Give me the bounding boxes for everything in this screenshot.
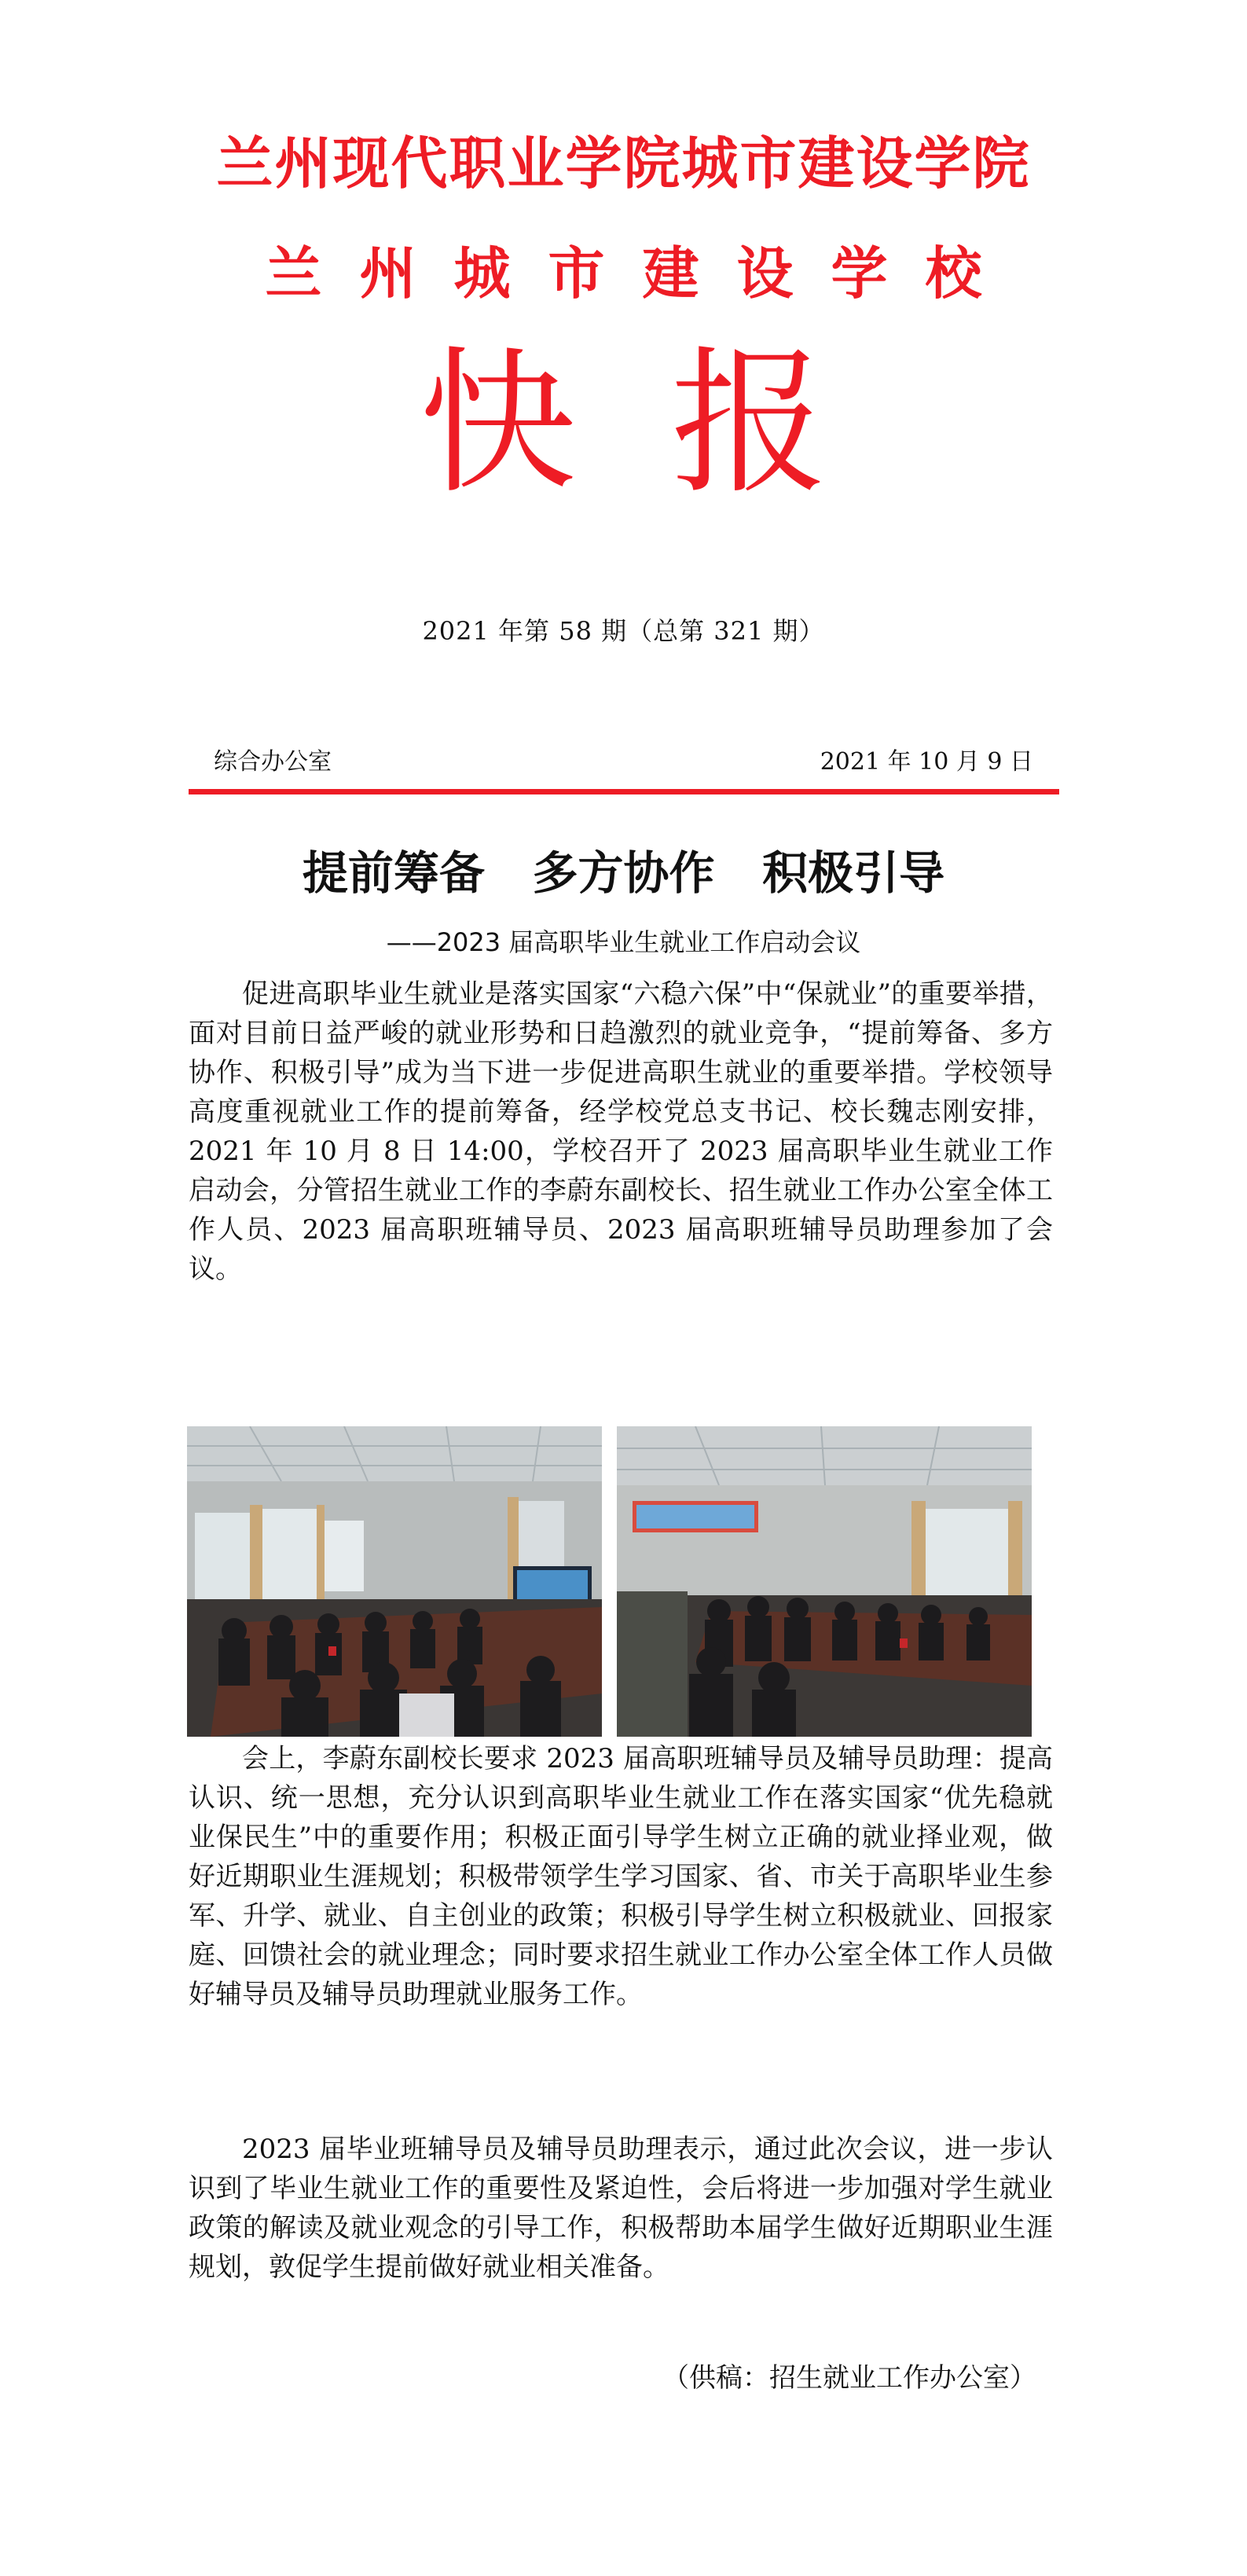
- article-subtitle: ——2023 届高职毕业生就业工作启动会议: [386, 927, 861, 957]
- contributor-credit: （供稿：招生就业工作办公室）: [662, 2362, 1036, 2394]
- meeting-photo-right: [617, 1426, 1032, 1737]
- issue-number: 2021 年第 58 期（总第 321 期）: [422, 616, 825, 646]
- meeting-photo-left: [187, 1426, 602, 1737]
- red-divider: [189, 789, 1059, 794]
- article-paragraph-2: 会上，李蔚东副校长要求 2023 届高职班辅导员及辅导员助理：提高认识、统一思想，充分认识到高职毕业生就业工作在落实国家“优先稳就业保民生”中的重要作用；积极正面引导学生树立正确的就业择业观，做好近期职业生涯规划；积极带领学生学习国家、省、市关于高职毕业生参军、升学、就业、自主创业的政策；积极引导学生树立积极就业、回报家庭、回馈社会的就业理念；同时要求招生就业工作办公室全体工作人员做好辅导员及辅导员助理就业服务工作。: [189, 1743, 1053, 2010]
- issuing-office: 综合办公室: [214, 748, 332, 776]
- publish-date: 2021 年 10 月 9 日: [820, 748, 1033, 776]
- org-name-school: 兰州城市建设学校: [265, 240, 1020, 306]
- article-paragraph-3: 2023 届毕业班辅导员及辅导员助理表示，通过此次会议，进一步认识到了毕业生就业工作的重要性及紧迫性，会后将进一步加强对学生就业政策的解读及就业观念的引导工作，积极帮助本届学生做好近期职业生涯规划，敦促学生提前做好就业相关准备。: [189, 2134, 1053, 2283]
- org-name-college: 兰州现代职业学院城市建设学院: [216, 130, 1031, 196]
- article-paragraph-1: 促进高职毕业生就业是落实国家“六稳六保”中“保就业”的重要举措，面对目前日益严峻的就业形势和日趋激烈的就业竞争，“提前筹备、多方协作、积极引导”成为当下进一步促进高职生就业的重要举措。学校领导高度重视就业工作的提前筹备，经学校党总支书记、校长魏志刚安排，2021 年 10 月 8 日 14:00，学校召开了 2023 届高职毕业生就业工作启动会，分管招生就业工作的李蔚东副校长、招生就业工作办公室全体工作人员、2023 届高职班辅导员、2023 届高职班辅导员助理参加了会议。: [189, 978, 1053, 1285]
- article-headline: 提前筹备 多方协作 积极引导: [302, 846, 945, 900]
- bulletin-title: 快报: [419, 332, 922, 516]
